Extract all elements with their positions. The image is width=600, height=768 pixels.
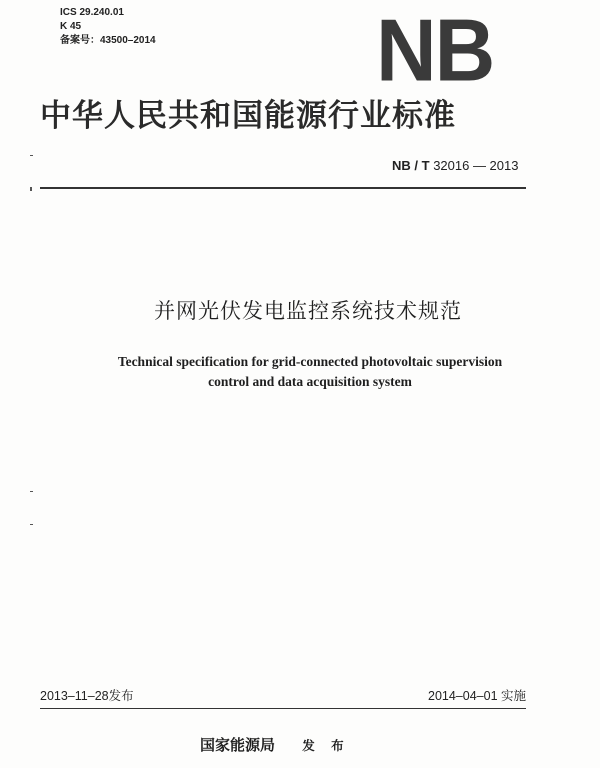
filing-number: 备案号：43500–2014 <box>60 35 156 46</box>
footer-divider <box>40 708 526 709</box>
scan-speck <box>30 491 33 492</box>
publisher-name: 国家能源局 <box>200 736 276 754</box>
scan-speck <box>30 524 33 525</box>
ics-code: ICS 29.240.01 <box>60 7 124 18</box>
standard-prefix: NB / T <box>392 158 430 173</box>
issue-date: 2013–11–28发布 <box>40 689 134 703</box>
publisher <box>200 735 350 756</box>
nb-logo: NB <box>376 0 494 100</box>
classification-block <box>60 6 156 48</box>
organization-title: 中华人民共和国能源行业标准 <box>40 98 456 134</box>
standard-number <box>392 158 518 174</box>
category-code: K 45 <box>60 21 82 32</box>
scan-speck <box>30 187 32 191</box>
chinese-title: 并网光伏发电监控系统技术规范 <box>154 299 462 323</box>
english-title-line-1: Technical specification for grid-connected photovoltaic supervision <box>117 354 503 369</box>
header-divider <box>40 187 526 189</box>
implementation-date: 2014–04–01 实施 <box>428 689 526 703</box>
publisher-suffix: 发 布 <box>302 738 350 753</box>
english-title-line-2: control and data acquisition system <box>208 374 412 389</box>
english-title <box>0 352 600 392</box>
scan-speck <box>30 155 33 156</box>
standard-code: 32016 — 2013 <box>433 158 519 173</box>
